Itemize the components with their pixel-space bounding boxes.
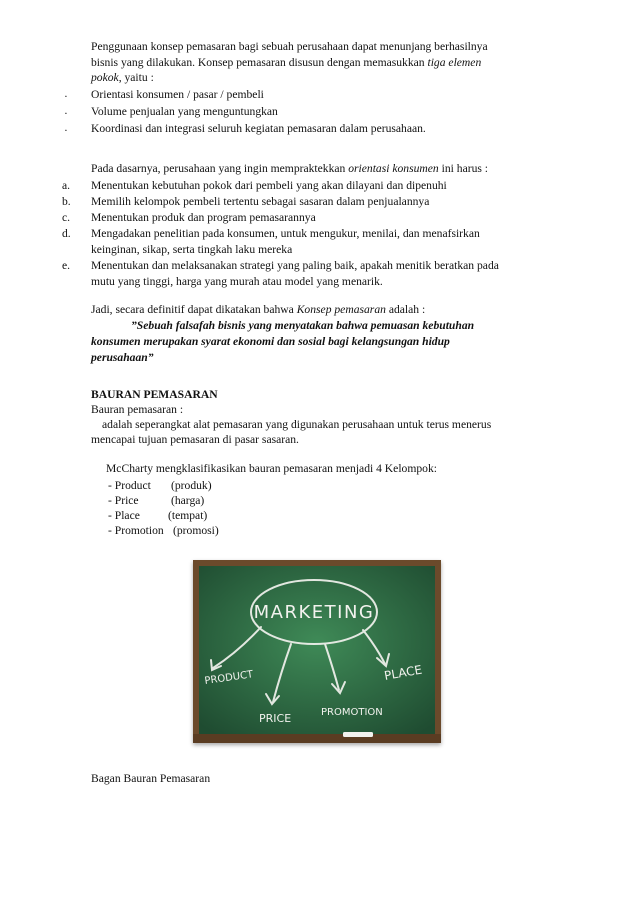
bullet-marker: · — [64, 124, 68, 137]
definition-lead-end: adalah : — [385, 303, 426, 316]
bauran-definition-line-1: adalah seperangkat alat pemasaran yang digunakan perusahaan untuk terus menerus — [102, 418, 492, 431]
bullet-marker: · — [64, 107, 68, 120]
figure-caption: Bagan Bauran Pemasaran — [91, 772, 211, 785]
intro-line-2 — [91, 56, 481, 71]
orientation-item: Menentukan kebutuhan pokok dari pembeli yang akan dilayani dan dipenuhi — [91, 179, 447, 192]
orientation-emphasis: orientasi konsumen — [348, 162, 439, 175]
list-marker: e. — [62, 259, 71, 272]
definition-lead — [91, 303, 425, 318]
orientation-item-continued: mutu yang tinggi, harga yang murah atau model yang menarik. — [91, 275, 383, 288]
board-surface — [199, 566, 435, 734]
orientation-lead-text: Pada dasarnya, perusahaan yang ingin mempraktekkan — [91, 162, 349, 175]
group-name: - Promotion — [108, 524, 164, 537]
group-meaning: (tempat) — [168, 509, 208, 522]
element-item: Koordinasi dan integrasi seluruh kegiatan pemasaran dalam perusahaan. — [91, 122, 426, 135]
element-item: Orientasi konsumen / pasar / pembeli — [91, 88, 264, 101]
mccarthy-statement: McCharty mengklasifikasikan bauran pemasaran menjadi 4 Kelompok: — [106, 462, 437, 475]
orientation-item-continued: keinginan, sikap, serta tingkah laku mereka — [91, 243, 293, 256]
marketing-chalkboard-image — [193, 560, 441, 743]
bauran-definition-line-2: mencapai tujuan pemasaran di pasar sasaran. — [91, 433, 299, 446]
list-marker: c. — [62, 211, 71, 224]
section-heading: BAURAN PEMASARAN — [91, 388, 218, 401]
group-meaning: (harga) — [171, 494, 205, 507]
element-item: Volume penjualan yang menguntungkan — [91, 105, 278, 118]
list-marker: d. — [62, 227, 71, 240]
intro-line-2-text: bisnis yang dilakukan. Konsep pemasaran disusun dengan memasukkan — [91, 56, 428, 69]
intro-line-3-text: , yaitu : — [118, 71, 154, 84]
promotion-label: PROMOTION — [321, 707, 383, 718]
bullet-marker: · — [64, 90, 68, 103]
intro-emphasis-tiga-elemen: tiga elemen — [427, 56, 482, 69]
definition-lead-text: Jadi, secara definitif dapat dikatakan bahwa — [91, 303, 297, 316]
orientation-lead-end: ini harus : — [438, 162, 489, 175]
bauran-subheading: Bauran pemasaran : — [91, 403, 184, 416]
definition-quote-line-3: perusahaan” — [91, 351, 154, 364]
orientation-item: Memilih kelompok pembeli tertentu sebagai sasaran dalam penjualannya — [91, 195, 430, 208]
product-label: PRODUCT — [203, 669, 254, 687]
place-label: PLACE — [383, 662, 424, 683]
definition-emphasis: Konsep pemasaran — [296, 303, 386, 316]
definition-quote-line-2: konsumen merupakan syarat ekonomi dan sosial bagi kelangsungan hidup — [91, 335, 450, 348]
orientation-lead — [91, 162, 488, 177]
group-name: - Product — [108, 479, 151, 492]
group-name: - Price — [108, 494, 139, 507]
chalk-stick — [343, 732, 373, 737]
group-meaning: (promosi) — [173, 524, 219, 537]
orientation-item: Mengadakan penelitian pada konsumen, untuk mengukur, menilai, dan menafsirkan — [91, 227, 480, 240]
group-meaning: (produk) — [171, 479, 212, 492]
intro-line-3 — [91, 71, 154, 86]
group-name: - Place — [108, 509, 140, 522]
marketing-label: MARKETING — [253, 602, 375, 623]
intro-line-1: Penggunaan konsep pemasaran bagi sebuah perusahaan dapat menunjang berhasilnya — [91, 40, 488, 53]
price-label: PRICE — [259, 712, 292, 725]
chalk-ledge — [193, 734, 441, 743]
orientation-item: Menentukan dan melaksanakan strategi yang paling baik, apakah menitik beratkan pada — [91, 259, 499, 272]
list-marker: b. — [62, 195, 71, 208]
list-marker: a. — [62, 179, 71, 192]
intro-emphasis-pokok: pokok — [91, 71, 119, 84]
orientation-item: Menentukan produk dan program pemasarannya — [91, 211, 316, 224]
chalkboard-drawing — [193, 560, 441, 743]
definition-quote-line-1: ”Sebuah falsafah bisnis yang menyatakan bahwa pemuasan kebutuhan — [131, 319, 475, 332]
